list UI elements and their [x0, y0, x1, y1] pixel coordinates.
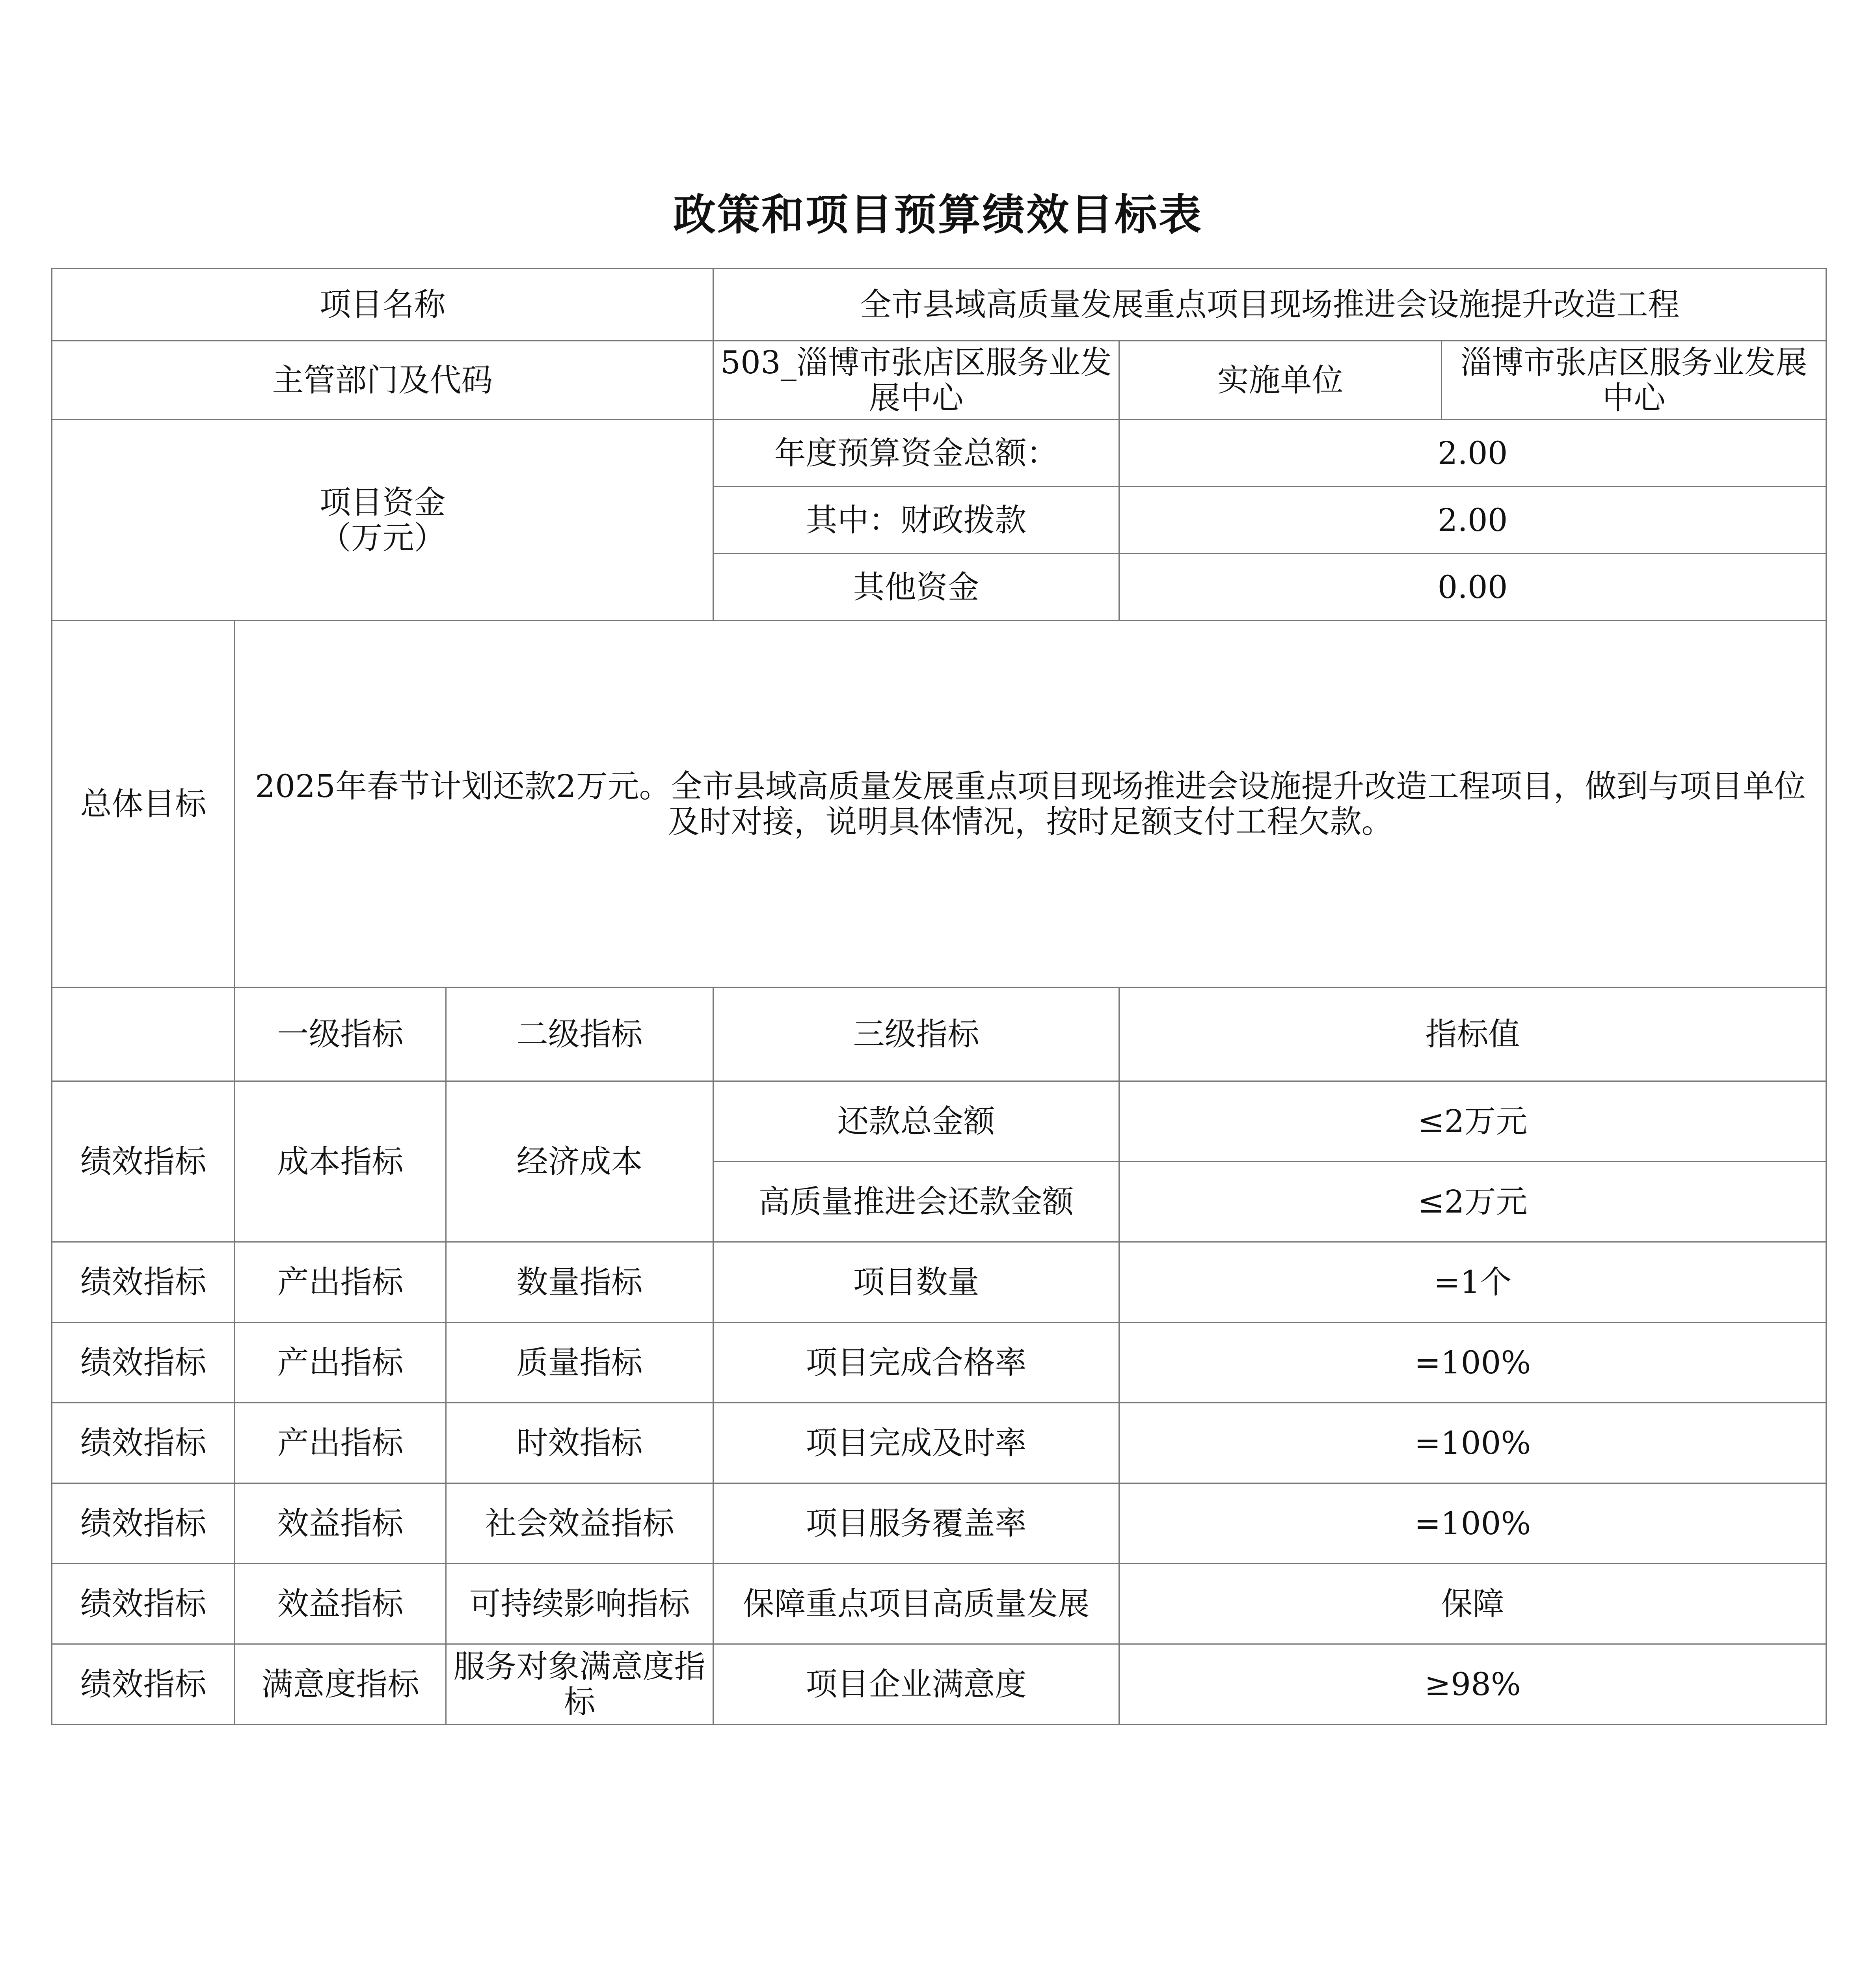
indicator-level3: 还款总金额 [713, 1081, 1119, 1162]
fiscal-allocation-label: 其中：财政拨款 [713, 487, 1119, 554]
indicator-value: ≥98% [1119, 1644, 1826, 1725]
annual-budget-value: 2.00 [1119, 420, 1826, 487]
indicator-level2: 可持续影响指标 [446, 1564, 713, 1644]
indicator-category: 绩效指标 [52, 1403, 235, 1483]
indicator-category: 绩效指标 [52, 1564, 235, 1644]
indicator-level3: 保障重点项目高质量发展 [713, 1564, 1119, 1644]
implementing-unit-label: 实施单位 [1119, 341, 1442, 420]
indicator-value: 保障 [1119, 1564, 1826, 1644]
indicator-level3: 项目数量 [713, 1242, 1119, 1323]
indicator-row [52, 1644, 1826, 1725]
overall-goal-row [52, 621, 1826, 987]
indicator-row [52, 1483, 1826, 1564]
indicator-level2: 服务对象满意度指标 [446, 1644, 713, 1725]
indicator-level1: 产出指标 [235, 1403, 446, 1483]
indicator-row [52, 1081, 1826, 1162]
project-name-label: 项目名称 [52, 269, 713, 341]
indicator-value: =100% [1119, 1403, 1826, 1483]
indicator-level3: 项目完成及时率 [713, 1403, 1119, 1483]
indicator-level1: 产出指标 [235, 1242, 446, 1323]
fiscal-allocation-value: 2.00 [1119, 487, 1826, 554]
indicator-category: 绩效指标 [52, 1644, 235, 1725]
indicator-value: ≤2万元 [1119, 1081, 1826, 1162]
indicator-category: 绩效指标 [52, 1081, 235, 1242]
indicator-value: =1个 [1119, 1242, 1826, 1323]
project-funds-label [52, 420, 713, 621]
indicator-level3: 项目企业满意度 [713, 1644, 1119, 1725]
header-value: 指标值 [1119, 987, 1826, 1081]
project-name-row [52, 269, 1826, 341]
indicator-row [52, 1323, 1826, 1403]
indicator-level2: 经济成本 [446, 1081, 713, 1242]
project-funds-title: 项目资金 [319, 484, 446, 521]
project-name-value: 全市县域高质量发展重点项目现场推进会设施提升改造工程 [713, 269, 1826, 341]
page-title: 政策和项目预算绩效目标表 [673, 190, 1203, 240]
indicator-level2: 社会效益指标 [446, 1483, 713, 1564]
header-level1: 一级指标 [235, 987, 446, 1081]
indicator-level1: 效益指标 [235, 1483, 446, 1564]
department-row [52, 341, 1826, 420]
indicator-value: =100% [1119, 1483, 1826, 1564]
indicator-category: 绩效指标 [52, 1242, 235, 1323]
indicator-level2: 时效指标 [446, 1403, 713, 1483]
indicator-level2: 数量指标 [446, 1242, 713, 1323]
annual-budget-row [52, 420, 1826, 487]
header-level3: 三级指标 [713, 987, 1119, 1081]
overall-goal-text: 2025年春节计划还款2万元。全市县域高质量发展重点项目现场推进会设施提升改造工程项目，做到与项目单位及时对接，说明具体情况，按时足额支付工程欠款。 [235, 621, 1826, 987]
other-funds-value: 0.00 [1119, 554, 1826, 621]
indicator-level3: 项目服务覆盖率 [713, 1483, 1119, 1564]
overall-goal-label: 总体目标 [52, 621, 235, 987]
performance-target-table [51, 268, 1827, 1725]
department-label: 主管部门及代码 [52, 341, 713, 420]
annual-budget-label: 年度预算资金总额： [713, 420, 1119, 487]
indicator-value: =100% [1119, 1323, 1826, 1403]
indicator-level3: 项目完成合格率 [713, 1323, 1119, 1403]
indicator-row [52, 1403, 1826, 1483]
indicator-level3: 高质量推进会还款金额 [713, 1162, 1119, 1242]
indicator-level1: 效益指标 [235, 1564, 446, 1644]
indicator-level1: 满意度指标 [235, 1644, 446, 1725]
indicator-row [52, 1564, 1826, 1644]
indicator-header-row [52, 987, 1826, 1081]
implementing-unit-value: 淄博市张店区服务业发展中心 [1442, 341, 1826, 420]
department-value: 503_淄博市张店区服务业发展中心 [713, 341, 1119, 420]
header-level2: 二级指标 [446, 987, 713, 1081]
indicator-level1: 成本指标 [235, 1081, 446, 1242]
other-funds-label: 其他资金 [713, 554, 1119, 621]
header-category [52, 987, 235, 1081]
indicator-value: ≤2万元 [1119, 1162, 1826, 1242]
indicator-category: 绩效指标 [52, 1323, 235, 1403]
indicator-row [52, 1242, 1826, 1323]
indicator-level2: 质量指标 [446, 1323, 713, 1403]
project-funds-unit: （万元） [319, 519, 446, 556]
indicator-category: 绩效指标 [52, 1483, 235, 1564]
indicator-level1: 产出指标 [235, 1323, 446, 1403]
